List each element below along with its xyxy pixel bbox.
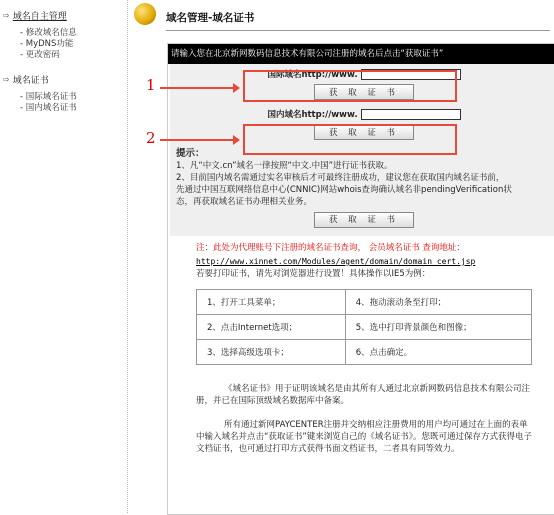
instruction-bar: 请输入您在北京新网数码信息技术有限公司注册的域名后点击“获取证书” [168,44,554,64]
annotation-number-1: 1 [146,76,156,94]
tips-line: 先通过中国互联网络信息中心(CNNIC)网站whois查询确认域名非pendingVerification状 [176,185,512,195]
sidebar-submenu [0,92,127,114]
step-cell: 6、点击确定。 [345,340,531,365]
table-row [197,340,532,365]
get-intl-cert-button[interactable]: 获 取 证 书 [314,84,414,100]
page-header [134,3,254,25]
print-note: 若要打印证书，请先对浏览器进行设置！具体操作以IE5为例： [196,269,431,279]
agent-cert-link[interactable]: http://www.xinnet.com/Modules/agent/domain/domain_cert.jsp [196,257,476,266]
page-title: 域名管理-域名证书 [166,11,255,24]
sidebar-group-cert[interactable] [0,73,127,86]
sidebar-item-intl-cert[interactable]: - 国际域名证书 [20,92,77,102]
sidebar-submenu [0,28,127,61]
tips-line: 1、凡“中文.cn”域名一律按照“中文.中国”进行证书获取。 [176,161,393,171]
cn-domain-label: 国内域名http://www. [267,110,358,120]
highlight-box-2 [243,124,457,155]
highlight-box-1 [243,70,457,102]
cert-usage: 所有通过新网PAYCENTER注册并交纳相应注册费用的用户均可通过在上面的表单中输入域名并点击“获取证书”键来浏览自己的《域名证书》。您既可通过保存方式获得电子文档证书，也可通过打印方式获得书面文档证书，二者具有同等效力。 [196,420,533,454]
sidebar-item-mydns[interactable]: - MyDNS功能 [20,39,74,49]
print-steps-table [196,289,532,365]
cert-description: 《域名证书》用于证明该域名是由其所有人通过北京新网数码信息技术有限公司注册，并已在国际顶级域名数据库中备案。 [196,384,531,406]
step-cell: 4、拖动滚动条至打印； [345,290,531,315]
sidebar-group-domain-manage[interactable] [0,9,127,22]
sidebar-item-modify-info[interactable]: - 修改域名信息 [20,28,77,38]
sidebar [0,0,128,513]
tips-heading: 提示： [176,148,205,159]
sidebar-group-label[interactable]: 域名自主管理 [12,12,67,22]
cn-domain-input[interactable] [361,109,461,120]
sidebar-item-cn-cert[interactable]: - 国内域名证书 [20,103,77,113]
notice-section [168,236,554,281]
arrow-right-icon: ⇨ [3,11,10,20]
get-cert-button[interactable]: 获 取 证 书 [314,212,414,228]
arrow-right-icon [160,139,234,141]
intl-domain-label: 国际域名http://www. [267,70,358,80]
globe-icon [134,3,156,25]
step-cell: 5、选中打印背景颜色和图像； [345,315,531,340]
step-cell: 3、选择高级选项卡； [197,340,346,365]
tips-line: 2、目前国内域名需通过实名审核后才可最终注册成功，建议您在获取国内域名证书前， [176,173,505,183]
divider [166,30,550,31]
table-row [197,290,532,315]
cert-panel [167,43,554,515]
sidebar-item-change-password[interactable]: - 更改密码 [20,50,60,60]
step-cell: 2、点击Internet选项； [197,315,346,340]
table-row [197,315,532,340]
tips-section [170,144,554,232]
arrow-right-icon [160,87,234,89]
tips-line: 态，再获取域名证书办理相关业务。 [176,197,313,207]
get-cn-cert-button[interactable]: 获 取 证 书 [314,124,414,140]
arrow-right-icon: ⇨ [3,75,10,84]
notice-red-text: 注：此处为代理账号下注册的域名证书查询， 会员域名证书 查询地址： [196,243,465,253]
step-cell: 1、打开工具菜单； [197,290,346,315]
annotation-number-2: 2 [146,129,156,147]
sidebar-group-label[interactable]: 域名证书 [12,76,49,86]
